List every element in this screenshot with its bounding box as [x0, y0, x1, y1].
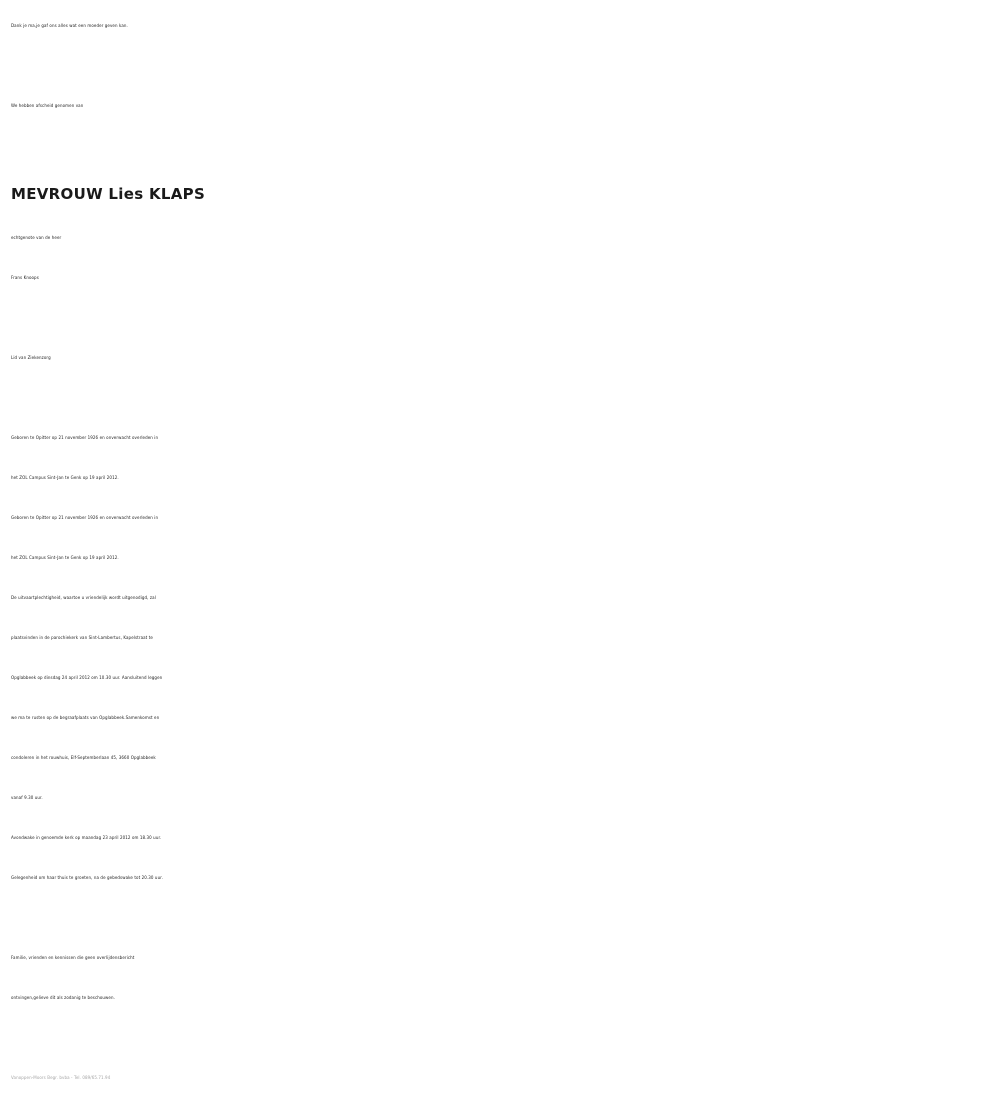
body-text	[11, 418, 991, 898]
body-line: het ZOL Campus Sint-Jan te Genk op 19 april 2012.	[11, 475, 119, 480]
deceased-name: MEVROUW Lies KLAPS	[11, 185, 206, 203]
body-line: we ma te rusten op de begraafplaats van Opglabbeek.Samenkomst en	[11, 715, 160, 720]
opening-line: Dank je ma,je gaf ons alles wat een moeder geven kan.	[11, 23, 128, 28]
intro-line: We hebben afscheid genomen van	[11, 103, 84, 108]
body-line: Gelegenheid om haar thuis te groeten, na de gebedswake tot 20.30 uur.	[11, 875, 163, 880]
body-line: De uitvaartplechtigheid, waartoe u vriendelijk wordt uitgenodigd, zal	[11, 595, 156, 600]
membership-line: Lid van Ziekenzorg	[11, 355, 51, 360]
body-line: het ZOL Campus Sint-Jan te Genk op 19 april 2012.	[11, 555, 119, 560]
body-line: Opglabbeek op dinsdag 24 april 2012 om 10.30 uur. Aansluitend leggen	[11, 675, 163, 680]
body-line: Geboren te Opitter op 21 november 1926 en onverwacht overleden in	[11, 435, 159, 440]
body-line: Geboren te Opitter op 21 november 1926 en onverwacht overleden in	[11, 515, 159, 520]
body-line: vanaf 9.30 uur.	[11, 795, 43, 800]
spacer	[11, 898, 991, 938]
spacer	[11, 126, 991, 166]
spouse-line-2: Frans Knoops	[11, 275, 39, 280]
obituary-document	[11, 6, 991, 1098]
body-line: Avondwake in genoemde kerk op maandag 23 april 2012 om 18.30 uur.	[11, 835, 162, 840]
spouse-line-1: echtgenote van de heer	[11, 235, 62, 240]
closing-line: ontvingen,gelieve dit als zodanig te beschouwen.	[11, 995, 115, 1000]
spacer	[11, 298, 991, 338]
spacer	[11, 1018, 991, 1058]
spacer	[11, 46, 991, 86]
spacer	[11, 378, 991, 418]
body-line: condoleren in het rouwhuis, Elf-Septemberlaan 45, 3660 Opglabbeek	[11, 755, 156, 760]
funeral-home-footer: Vanoppen-Moors Begr. bvba - Tel. 089/65.71.94	[11, 1075, 111, 1080]
closing-line: Familie, vrienden en kennissen die geen overlijdensbericht	[11, 955, 135, 960]
closing-text	[11, 938, 991, 1018]
body-line: plaatsvinden in de parochiekerk van Sint-Lambertus, Kapelstraat te	[11, 635, 153, 640]
